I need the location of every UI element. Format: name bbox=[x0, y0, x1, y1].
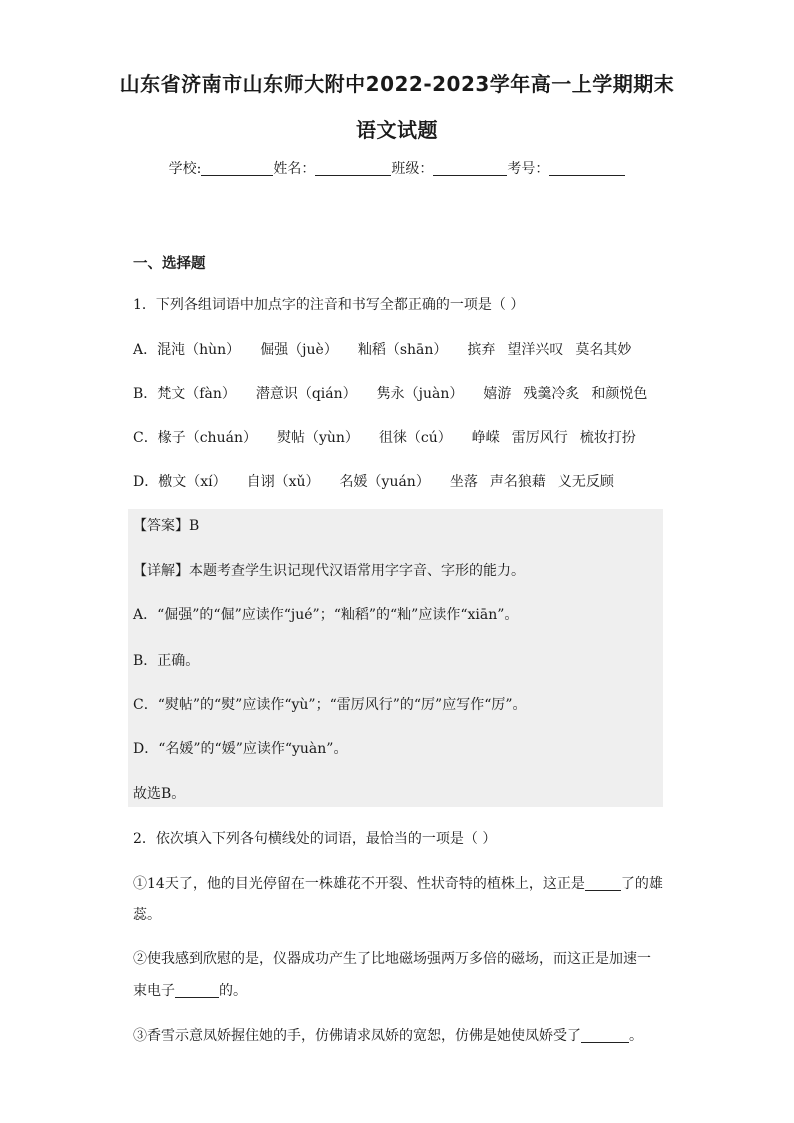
q1-option-b: B．梵文（fàn） 潜意识（qián） 隽永（juàn） 嬉游 残羹冷炙 和颜悦色 bbox=[133, 386, 648, 402]
fill-blank-1[interactable] bbox=[585, 876, 621, 891]
exam-no-blank[interactable] bbox=[549, 161, 625, 176]
q2-sentence-1: ①14天了，他的目光停留在一株雄花不开裂、性状奇特的植株上，这正是 了的雄 bbox=[133, 876, 663, 892]
exam-no-label: 考号： bbox=[507, 161, 550, 177]
exam-title-line2: 语文试题 bbox=[356, 118, 438, 142]
section-heading: 一、选择题 bbox=[133, 256, 206, 272]
q2-sentence-2-cont: 束电子 的。 bbox=[133, 983, 247, 999]
school-blank[interactable] bbox=[201, 161, 273, 176]
q1-option-c: C．椽子（chuán） 熨帖（yùn） 徂徕（cú） 峥嵘 雷厉风行 梳妆打扮 bbox=[133, 430, 636, 446]
fill-blank-2[interactable] bbox=[175, 983, 219, 998]
explain-d: D．“名媛”的“媛”应读作“yuàn”。 bbox=[133, 741, 348, 757]
q1-option-d: D．檄文（xí） 自诩（xǔ） 名媛（yuán） 坐落 声名狼藉 义无反顾 bbox=[133, 474, 614, 490]
name-label: 姓名： bbox=[273, 161, 316, 177]
class-label: 班级： bbox=[391, 161, 434, 177]
answer-line: 【答案】B bbox=[133, 518, 200, 534]
explain-c: C．“熨帖”的“熨”应读作“yù”；“雷厉风行”的“厉”应写作“厉”。 bbox=[133, 697, 527, 713]
question-2-stem: 2．依次填入下列各句横线处的词语，最恰当的一项是（ ） bbox=[133, 831, 497, 847]
question-1-stem: 1．下列各组词语中加点字的注音和书写全都正确的一项是（ ） bbox=[133, 297, 525, 313]
q2-sentence-1-cont: 蕊。 bbox=[133, 907, 161, 923]
exam-title-line1: 山东省济南市山东师大附中2022-2023学年高一上学期期末 bbox=[119, 72, 675, 96]
explain-a: A．“倔强”的“倔”应读作“jué”；“籼稻”的“籼”应读作“xiān”。 bbox=[133, 607, 519, 623]
student-info-line bbox=[0, 158, 794, 178]
q2-sentence-3: ③香雪示意凤娇握住她的手，仿佛请求凤娇的宽恕，仿佛是她使凤娇受了 。 bbox=[133, 1028, 643, 1044]
q2-sentence-2: ②使我感到欣慰的是，仪器成功产生了比地磁场强两万多倍的磁场，而这正是加速一 bbox=[133, 951, 651, 967]
q1-option-a: A．混沌（hùn） 倔强（juè） 籼稻（shān） 摈弃 望洋兴叹 莫名其妙 bbox=[133, 342, 632, 358]
explain-b: B．正确。 bbox=[133, 653, 200, 669]
name-blank[interactable] bbox=[315, 161, 391, 176]
fill-blank-3[interactable] bbox=[581, 1028, 629, 1043]
class-blank[interactable] bbox=[433, 161, 507, 176]
answer-box bbox=[128, 509, 663, 807]
detail-line: 【详解】本题考查学生识记现代汉语常用字字音、字形的能力。 bbox=[133, 563, 525, 579]
conclusion-line: 故选B。 bbox=[133, 786, 186, 802]
school-label: 学校: bbox=[168, 161, 202, 177]
